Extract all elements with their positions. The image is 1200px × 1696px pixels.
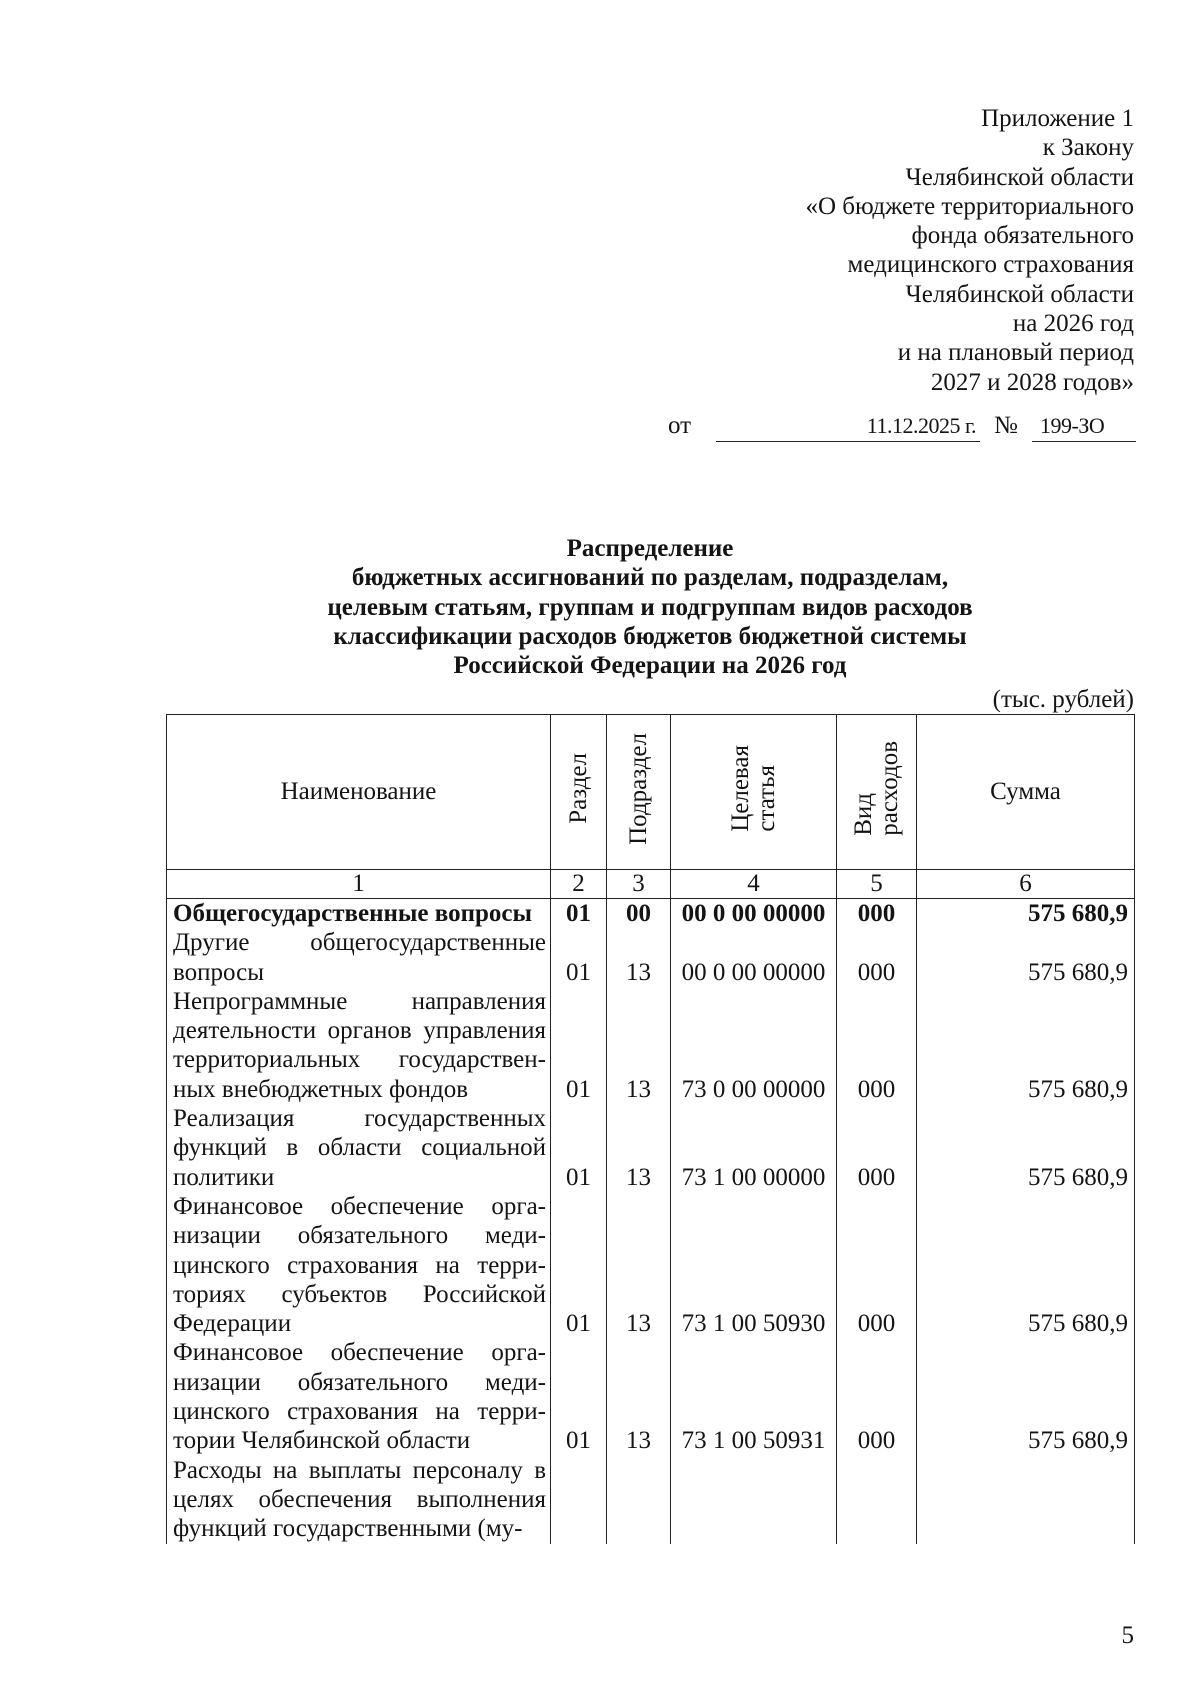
row-section: 01 xyxy=(551,928,607,987)
row-type: 000 xyxy=(837,1192,917,1338)
row-sum: 575 680,9 xyxy=(917,928,1135,987)
annex-line: «О бюджете территориального xyxy=(805,192,1134,220)
annex-line: и на плановый период xyxy=(897,339,1134,367)
annex-line: фонда обязательного xyxy=(911,222,1134,250)
row-section: 01 xyxy=(551,1338,607,1455)
annex-line: 2027 и 2028 годов» xyxy=(930,368,1134,396)
row-target: 73 1 00 50931 xyxy=(671,1338,837,1455)
units-label: (тыс. рублей) xyxy=(992,686,1134,713)
row-subsection: 00 xyxy=(607,899,671,929)
header-name: Наименование xyxy=(167,715,551,870)
header-target-line2: статья xyxy=(752,765,780,832)
row-target: 00 0 00 00000 xyxy=(671,899,837,929)
row-type: 000 xyxy=(837,928,917,987)
row-name: Непрограммные направления деятельности органов управления территориальных государственных внебюджетных фондов xyxy=(167,987,551,1104)
row-name: Общегосударственные вопросы xyxy=(167,899,551,929)
annex-line: Челябинской области xyxy=(905,280,1134,308)
table-row xyxy=(167,899,1135,929)
title-line: Распределение xyxy=(566,535,734,562)
row-name: Финансовое обеспечение организации обязательного медицинского страхования на территориях субъектов Российской Федерации xyxy=(167,1192,551,1338)
row-subsection: 13 xyxy=(607,1338,671,1455)
row-section xyxy=(551,1456,607,1544)
row-target xyxy=(671,1456,837,1544)
row-subsection: 13 xyxy=(607,1104,671,1192)
header-subsection-label: Подраздел xyxy=(624,732,652,845)
header-sum: Сумма xyxy=(917,715,1135,870)
table-row xyxy=(167,1456,1135,1544)
table-row xyxy=(167,928,1135,987)
column-number: 6 xyxy=(917,870,1135,899)
table-row xyxy=(167,987,1135,1104)
row-target: 73 0 00 00000 xyxy=(671,987,837,1104)
row-sum: 575 680,9 xyxy=(917,1338,1135,1455)
row-target: 73 1 00 00000 xyxy=(671,1104,837,1192)
row-name: Реализация государственных функций в области социальной политики xyxy=(167,1104,551,1192)
document-title xyxy=(200,534,1100,680)
table-header-row xyxy=(167,715,1135,870)
row-target: 00 0 00 00000 xyxy=(671,928,837,987)
row-sum xyxy=(917,1456,1135,1544)
annex-line: к Закону xyxy=(1042,134,1134,162)
header-expense-type xyxy=(837,715,917,870)
title-line: целевым статьям, группам и подгруппам видов расходов xyxy=(327,593,973,621)
annex-block xyxy=(534,104,1134,397)
page-number: 5 xyxy=(1121,1622,1134,1649)
law-date-value: 11.12.2025 г. xyxy=(866,413,976,438)
header-type-line2: расходов xyxy=(875,741,903,836)
title-line: бюджетных ассигнований по разделам, подразделам, xyxy=(351,564,949,592)
row-type: 000 xyxy=(837,987,917,1104)
row-sum: 575 680,9 xyxy=(917,1104,1135,1192)
annex-line: Приложение 1 xyxy=(981,105,1134,132)
annex-line: медицинского страхования xyxy=(847,251,1134,279)
title-line: классификации расходов бюджетов бюджетной системы xyxy=(333,622,967,650)
row-name: Расходы на выплаты персоналу в целях обеспечения выполнения функций государственными (му- xyxy=(167,1456,551,1544)
annex-line: Челябинской области xyxy=(905,163,1134,191)
row-name: Финансовое обеспечение организации обязательного медицинского страхования на территории Челябинской области xyxy=(167,1338,551,1455)
title-line: Российской Федерации на 2026 год xyxy=(453,652,847,680)
row-section: 01 xyxy=(551,987,607,1104)
law-date-field xyxy=(716,411,980,442)
ot-label: от xyxy=(668,412,692,439)
row-subsection: 13 xyxy=(607,1192,671,1338)
law-number-field xyxy=(1032,411,1136,442)
table-row xyxy=(167,1104,1135,1192)
row-target: 73 1 00 50930 xyxy=(671,1192,837,1338)
row-name: Другие общегосударственные вопросы xyxy=(167,928,551,987)
row-section: 01 xyxy=(551,1192,607,1338)
row-type: 000 xyxy=(837,1338,917,1455)
row-sum: 575 680,9 xyxy=(917,987,1135,1104)
column-number: 4 xyxy=(671,870,837,899)
header-type-line1: Вид xyxy=(849,793,877,836)
row-subsection xyxy=(607,1456,671,1544)
column-number: 3 xyxy=(607,870,671,899)
annex-line: на 2026 год xyxy=(1012,310,1134,338)
row-section: 01 xyxy=(551,1104,607,1192)
table-row xyxy=(167,1192,1135,1338)
row-subsection: 13 xyxy=(607,987,671,1104)
header-section-label: Раздел xyxy=(564,753,592,824)
law-number-value: 199-ЗО xyxy=(1040,413,1105,438)
row-type: 000 xyxy=(837,899,917,929)
budget-table xyxy=(166,714,1135,1544)
row-subsection: 13 xyxy=(607,928,671,987)
row-type: 000 xyxy=(837,1104,917,1192)
row-type xyxy=(837,1456,917,1544)
header-subsection xyxy=(607,715,671,870)
row-sum: 575 680,9 xyxy=(917,1192,1135,1338)
header-target-line1: Целевая xyxy=(726,745,754,832)
column-number: 1 xyxy=(167,870,551,899)
column-number-row xyxy=(167,870,1135,899)
law-date-number-row xyxy=(668,412,1136,442)
column-number: 5 xyxy=(837,870,917,899)
column-number: 2 xyxy=(551,870,607,899)
row-sum: 575 680,9 xyxy=(917,899,1135,929)
header-target-article xyxy=(671,715,837,870)
row-section: 01 xyxy=(551,899,607,929)
header-section xyxy=(551,715,607,870)
number-sign: № xyxy=(994,412,1018,439)
table-row xyxy=(167,1338,1135,1455)
